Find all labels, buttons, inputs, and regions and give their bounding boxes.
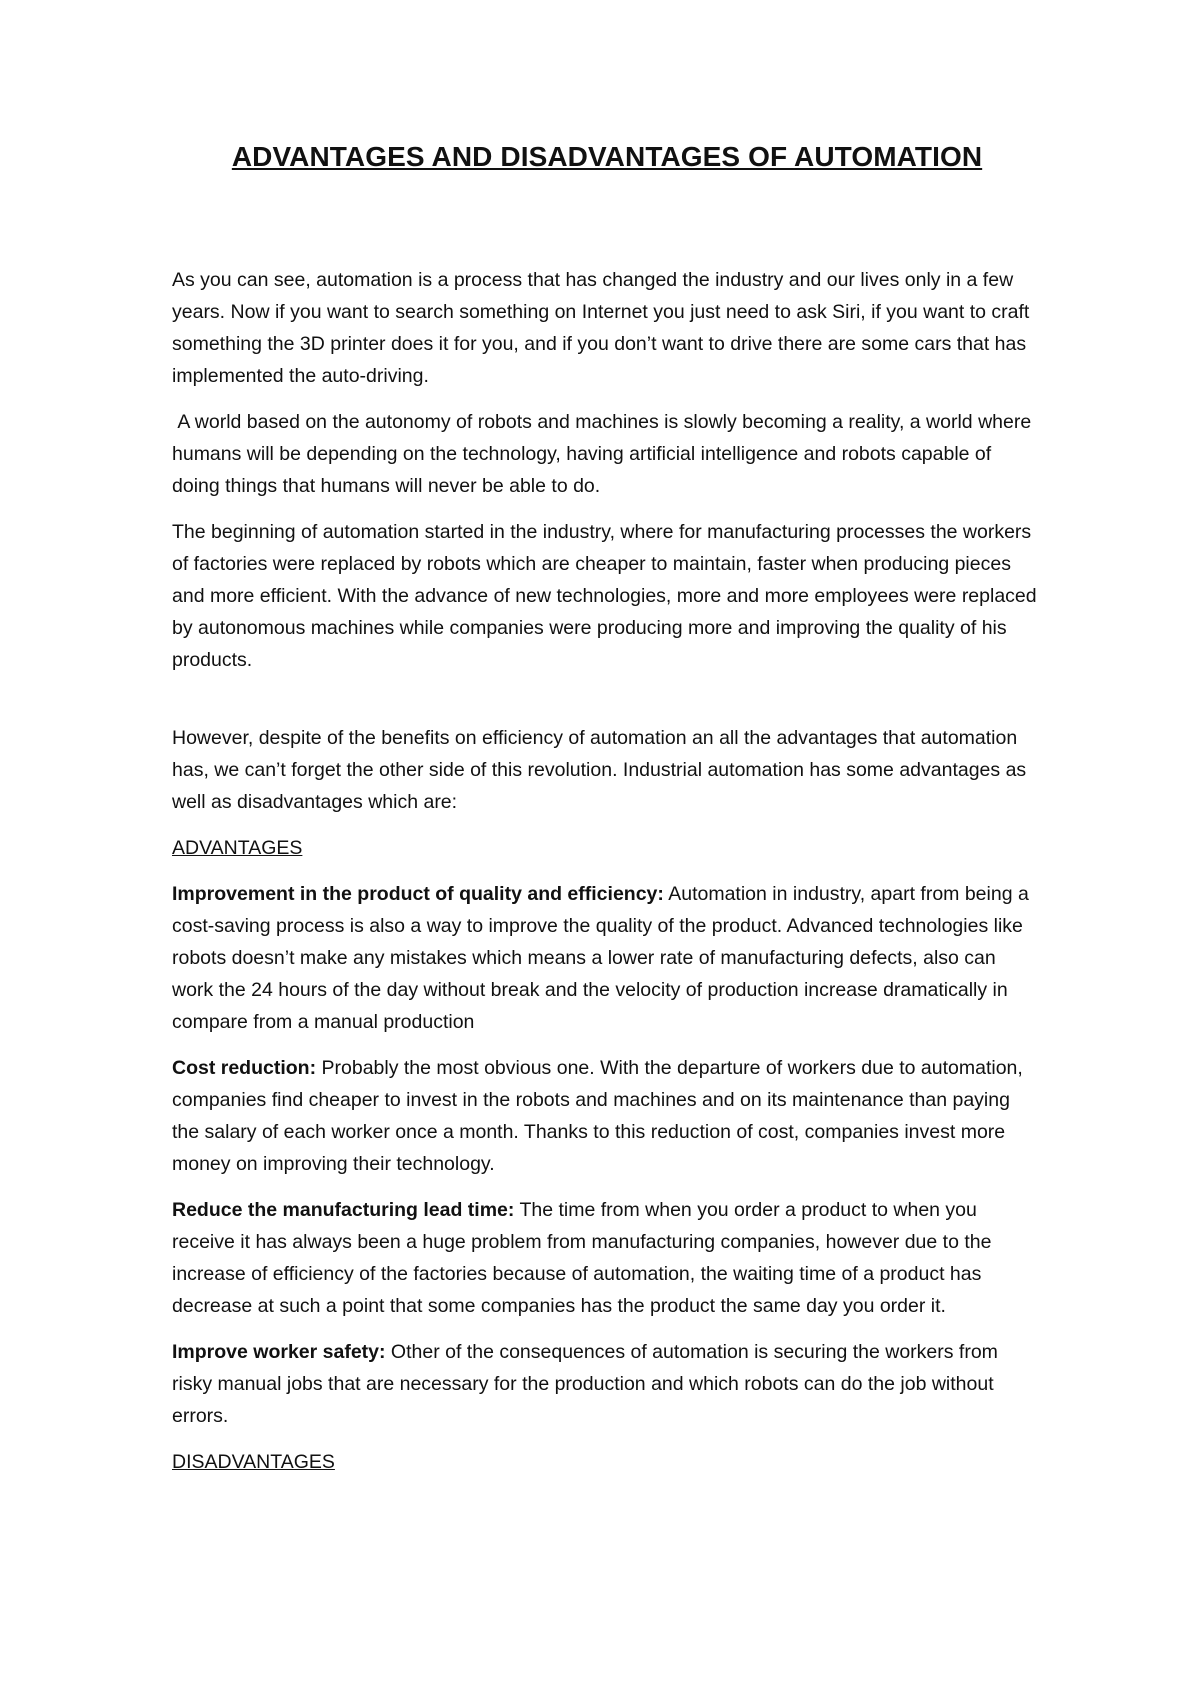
advantage-item — [172, 1194, 1042, 1322]
disadvantages-heading: DISADVANTAGES — [172, 1450, 335, 1473]
advantage-item — [172, 878, 1042, 1038]
document-title: ADVANTAGES AND DISADVANTAGES OF AUTOMATION — [231, 141, 983, 172]
advantage-term: Improvement in the product of quality and efficiency: — [172, 882, 664, 905]
advantage-text: The time from when you order a product to when you receive it has always been a huge problem from manufacturing companies, however due to the increase of efficiency of the factories because of automation, the waiting time of a product has decrease at such a point that some companies has the product the same day you order it. — [172, 1198, 992, 1317]
advantage-item — [172, 1052, 1042, 1180]
intro-paragraph-2: A world based on the autonomy of robots and machines is slowly becoming a reality, a world where humans will be depending on the technology, having artificial intelligence and robots capable of doing things that humans will never be able to do. — [172, 410, 1037, 497]
advantage-text: Other of the consequences of automation is securing the workers from risky manual jobs that are necessary for the production and which robots can do the job without errors. — [172, 1340, 998, 1427]
intro-paragraph-4: However, despite of the benefits on efficiency of automation an all the advantages that automation has, we can’t forget the other side of this revolution. Industrial automation has some advantages as well as disadvantages which are: — [172, 726, 1027, 813]
intro-paragraph-3: The beginning of automation started in the industry, where for manufacturing processes the workers of factories were replaced by robots which are cheaper to maintain, faster when producing pieces and more efficient. With the advance of new technologies, more and more employees were replaced by autonomous machines while companies were producing more and improving the quality of his products. — [172, 520, 1037, 671]
advantage-term: Cost reduction: — [172, 1056, 317, 1079]
advantage-term: Improve worker safety: — [172, 1340, 386, 1363]
advantages-heading: ADVANTAGES — [172, 836, 303, 859]
document-body — [172, 140, 1042, 1492]
intro-paragraph-1: As you can see, automation is a process that has changed the industry and our lives only in a few years. Now if you want to search something on Internet you just need to ask Siri, if you want to craft something the 3D printer does it for you, and if you don’t want to drive there are some cars that has implemented the auto-driving. — [172, 268, 1030, 387]
advantage-text: Automation in industry, apart from being a cost-saving process is also a way to improve the quality of the product. Advanced technologies like robots doesn’t make any mistakes which means a lower rate of manufacturing defects, also can work the 24 hours of the day without break and the velocity of production increase dramatically in compare from a manual production — [172, 882, 1029, 1033]
advantage-term: Reduce the manufacturing lead time: — [172, 1198, 515, 1221]
advantage-item — [172, 1336, 1042, 1432]
advantage-text: Probably the most obvious one. With the departure of workers due to automation, companies find cheaper to invest in the robots and machines and on its maintenance than paying the salary of each worker once a month. Thanks to this reduction of cost, companies invest more money on improving their technology. — [172, 1056, 1023, 1175]
